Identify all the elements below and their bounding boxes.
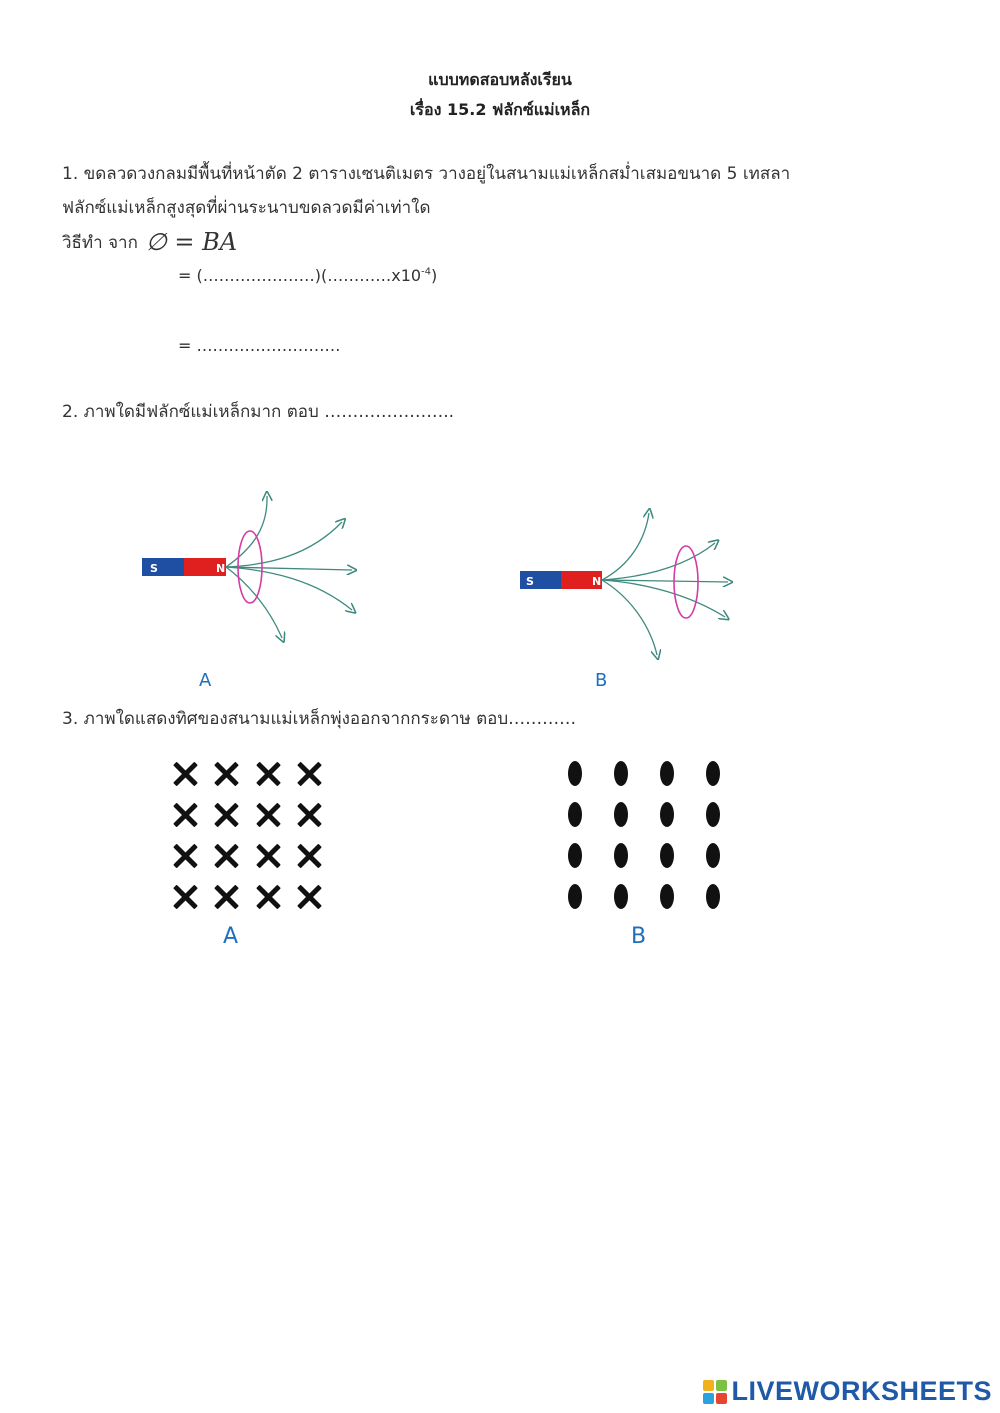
dot-mark: [552, 876, 598, 917]
q1-step1-suffix: ): [431, 266, 438, 285]
cross-mark: [289, 835, 331, 876]
cross-mark: [247, 794, 289, 835]
dot-mark: [552, 794, 598, 835]
q1-step1: [178, 266, 437, 285]
magnet-s-label: S: [526, 575, 534, 588]
q1-formula: ∅ = BA: [145, 228, 238, 256]
cross-mark: [206, 794, 248, 835]
dot-mark: [690, 835, 736, 876]
q1-step2: = ………………………: [178, 336, 341, 355]
dot-mark: [644, 835, 690, 876]
q1-method-label: วิธีทำ จาก: [62, 232, 138, 253]
dot-mark: [598, 753, 644, 794]
q1-text-line2: ฟลักซ์แม่เหล็กสูงสุดที่ผ่านระนาบขดลวดมีค่าเท่าใด: [62, 198, 431, 218]
field-lines: [226, 496, 352, 638]
magnet-s-label: S: [150, 562, 158, 575]
q2-question: 2. ภาพใดมีฟลักซ์แม่เหล็กมาก ตอบ …………………..: [62, 402, 455, 422]
cross-mark: [247, 835, 289, 876]
q3-question: 3. ภาพใดแสดงทิศของสนามแม่เหล็กพุ่งออกจากกระดาษ ตอบ…………: [62, 709, 577, 729]
cross-mark: [289, 876, 331, 917]
q3-figure-a-crosses: [164, 753, 330, 917]
dot-mark: [644, 876, 690, 917]
dot-mark: [552, 753, 598, 794]
field-lines: [602, 513, 728, 655]
cross-mark: [289, 794, 331, 835]
magnet-south-pole: [142, 558, 184, 576]
magnet-n-label: N: [592, 575, 602, 588]
q3-figure-b-dots: [552, 753, 736, 917]
cross-mark: [206, 876, 248, 917]
logo-cubes-icon: [703, 1380, 727, 1404]
logo-text: LIVEWORKSHEETS: [731, 1376, 992, 1406]
cross-mark: [164, 794, 206, 835]
cross-mark: [164, 753, 206, 794]
dot-mark: [552, 835, 598, 876]
q2-label-a: A: [199, 670, 212, 691]
magnet-n-label: N: [216, 562, 226, 575]
cross-mark: [289, 753, 331, 794]
dot-mark: [598, 835, 644, 876]
q1-text-line1: 1. ขดลวดวงกลมมีพื้นที่หน้าตัด 2 ตารางเซนติเมตร วางอยู่ในสนามแม่เหล็กสม่ำเสมอขนาด 5 เทสลา: [62, 164, 791, 184]
dot-mark: [598, 876, 644, 917]
dot-mark: [644, 753, 690, 794]
q3-label-a: A: [223, 924, 239, 949]
dot-mark: [598, 794, 644, 835]
cross-mark: [164, 835, 206, 876]
worksheet-title: แบบทดสอบหลังเรียน: [428, 70, 572, 89]
q2-figure-a: [130, 490, 370, 650]
worksheet-subtitle: เรื่อง 15.2 ฟลักซ์แม่เหล็ก: [409, 100, 591, 119]
q1-step1-prefix: = (…………………)(…………x10: [178, 266, 422, 285]
q1-method: [62, 228, 237, 256]
cross-mark: [247, 753, 289, 794]
q3-label-b: B: [631, 924, 647, 949]
cross-mark: [247, 876, 289, 917]
dot-mark: [690, 753, 736, 794]
liveworksheets-logo: [703, 1376, 992, 1407]
cross-mark: [164, 876, 206, 917]
dot-mark: [690, 876, 736, 917]
q2-figure-b: [510, 505, 750, 665]
q1-step1-exponent: -4: [421, 266, 432, 278]
dot-mark: [690, 794, 736, 835]
q2-label-b: B: [595, 670, 608, 691]
cross-mark: [206, 835, 248, 876]
cross-mark: [206, 753, 248, 794]
dot-mark: [644, 794, 690, 835]
